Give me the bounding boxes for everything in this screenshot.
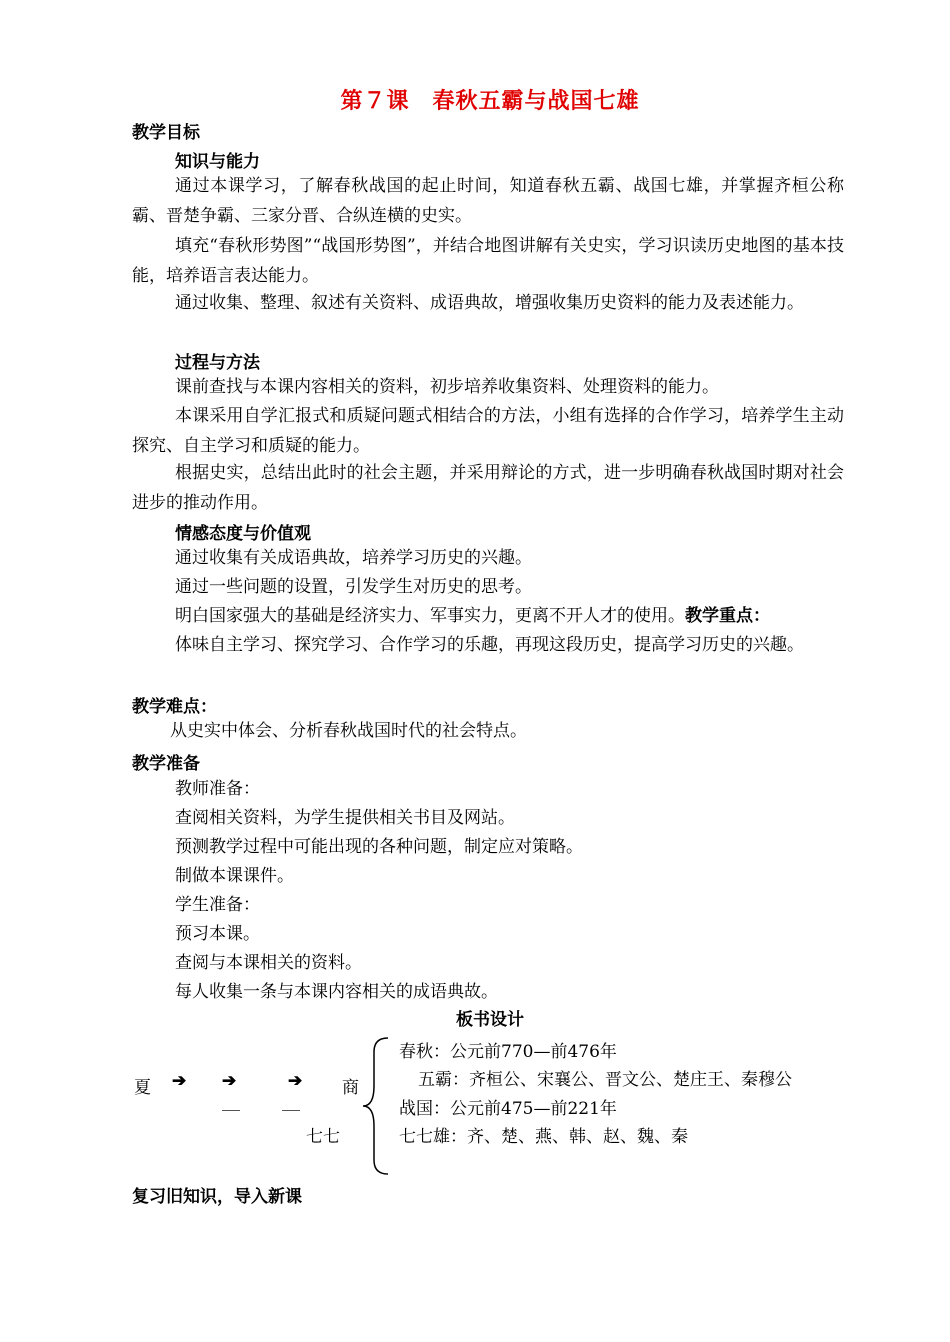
emotion-line-3-text: 明白国家强大的基础是经济实力、军事实力，更离不开人才的使用。 [175, 606, 685, 626]
arrow-icon: ➔ [172, 1071, 187, 1091]
process-heading: 过程与方法 [175, 353, 260, 373]
board-line-4: 七七雄：齐、楚、燕、韩、赵、魏、秦 [399, 1127, 688, 1147]
prep-item: 制做本课课件。 [175, 866, 294, 886]
prep-item: 教师准备： [175, 779, 260, 799]
key-points-paragraph: 体味自主学习、探究学习、合作学习的乐趣，再现这段历史，提高学习历史的兴趣。 [175, 635, 804, 655]
goals-heading: 教学目标 [132, 123, 200, 143]
board-heading: 板书设计 [456, 1010, 524, 1030]
knowledge-heading: 知识与能力 [175, 152, 260, 172]
review-heading: 复习旧知识，导入新课 [132, 1187, 302, 1207]
timeline-fragment: 七七 [306, 1127, 340, 1147]
brace-icon [360, 1036, 392, 1176]
timeline-end: 商 [342, 1078, 359, 1098]
prep-heading: 教学准备 [132, 754, 200, 774]
prep-item: 学生准备： [175, 895, 260, 915]
arrow-icon: ➔ [288, 1071, 303, 1091]
knowledge-paragraph-2: 填充“春秋形势图”“战国形势图”，并结合地图讲解有关史实，学习识读历史地图的基本技能，培养语言表达能力。 [132, 236, 844, 286]
prep-item: 每人收集一条与本课内容相关的成语典故。 [175, 982, 498, 1002]
process-paragraph-2: 本课采用自学汇报式和质疑问题式相结合的方法，小组有选择的合作学习，培养学生主动探究、自主学习和质疑的能力。 [132, 406, 844, 456]
fragment-mark [222, 1110, 240, 1111]
knowledge-paragraph-3: 通过收集、整理、叙述有关资料、成语典故，增强收集历史资料的能力及表述能力。 [175, 293, 804, 313]
board-line-2: 五霸：齐桓公、宋襄公、晋文公、楚庄王、秦穆公 [418, 1070, 792, 1090]
timeline-start: 夏 [134, 1078, 151, 1098]
emotion-line-3 [175, 601, 770, 631]
difficulty-paragraph: 从史实中体会、分析春秋战国时代的社会特点。 [170, 721, 527, 741]
emotion-line-1: 通过收集有关成语典故，培养学习历史的兴趣。 [175, 548, 532, 568]
process-paragraph-3: 根据史实，总结出此时的社会主题，并采用辩论的方式，进一步明确春秋战国时期对社会进步的推动作用。 [132, 463, 844, 513]
lesson-title: 第７课 春秋五霸与战国七雄 [340, 89, 640, 114]
prep-item: 查阅相关资料，为学生提供相关书目及网站。 [175, 808, 515, 828]
knowledge-paragraph-1: 通过本课学习，了解春秋战国的起止时间，知道春秋五霸、战国七雄，并掌握齐桓公称霸、晋楚争霸、三家分晋、合纵连横的史实。 [132, 176, 844, 226]
emotion-heading: 情感态度与价值观 [175, 524, 311, 544]
board-line-3: 战国：公元前475—前221年 [399, 1099, 617, 1119]
key-points-heading: 教学重点： [685, 606, 770, 626]
arrow-icon: ➔ [222, 1071, 237, 1091]
prep-item: 预测教学过程中可能出现的各种问题，制定应对策略。 [175, 837, 583, 857]
fragment-mark [282, 1110, 300, 1111]
difficulty-heading: 教学难点： [132, 697, 217, 717]
prep-item: 预习本课。 [175, 924, 260, 944]
prep-item: 查阅与本课相关的资料。 [175, 953, 362, 973]
process-paragraph-1: 课前查找与本课内容相关的资料，初步培养收集资料、处理资料的能力。 [175, 377, 719, 397]
emotion-line-2: 通过一些问题的设置，引发学生对历史的思考。 [175, 577, 532, 597]
board-line-1: 春秋：公元前770—前476年 [399, 1042, 617, 1062]
